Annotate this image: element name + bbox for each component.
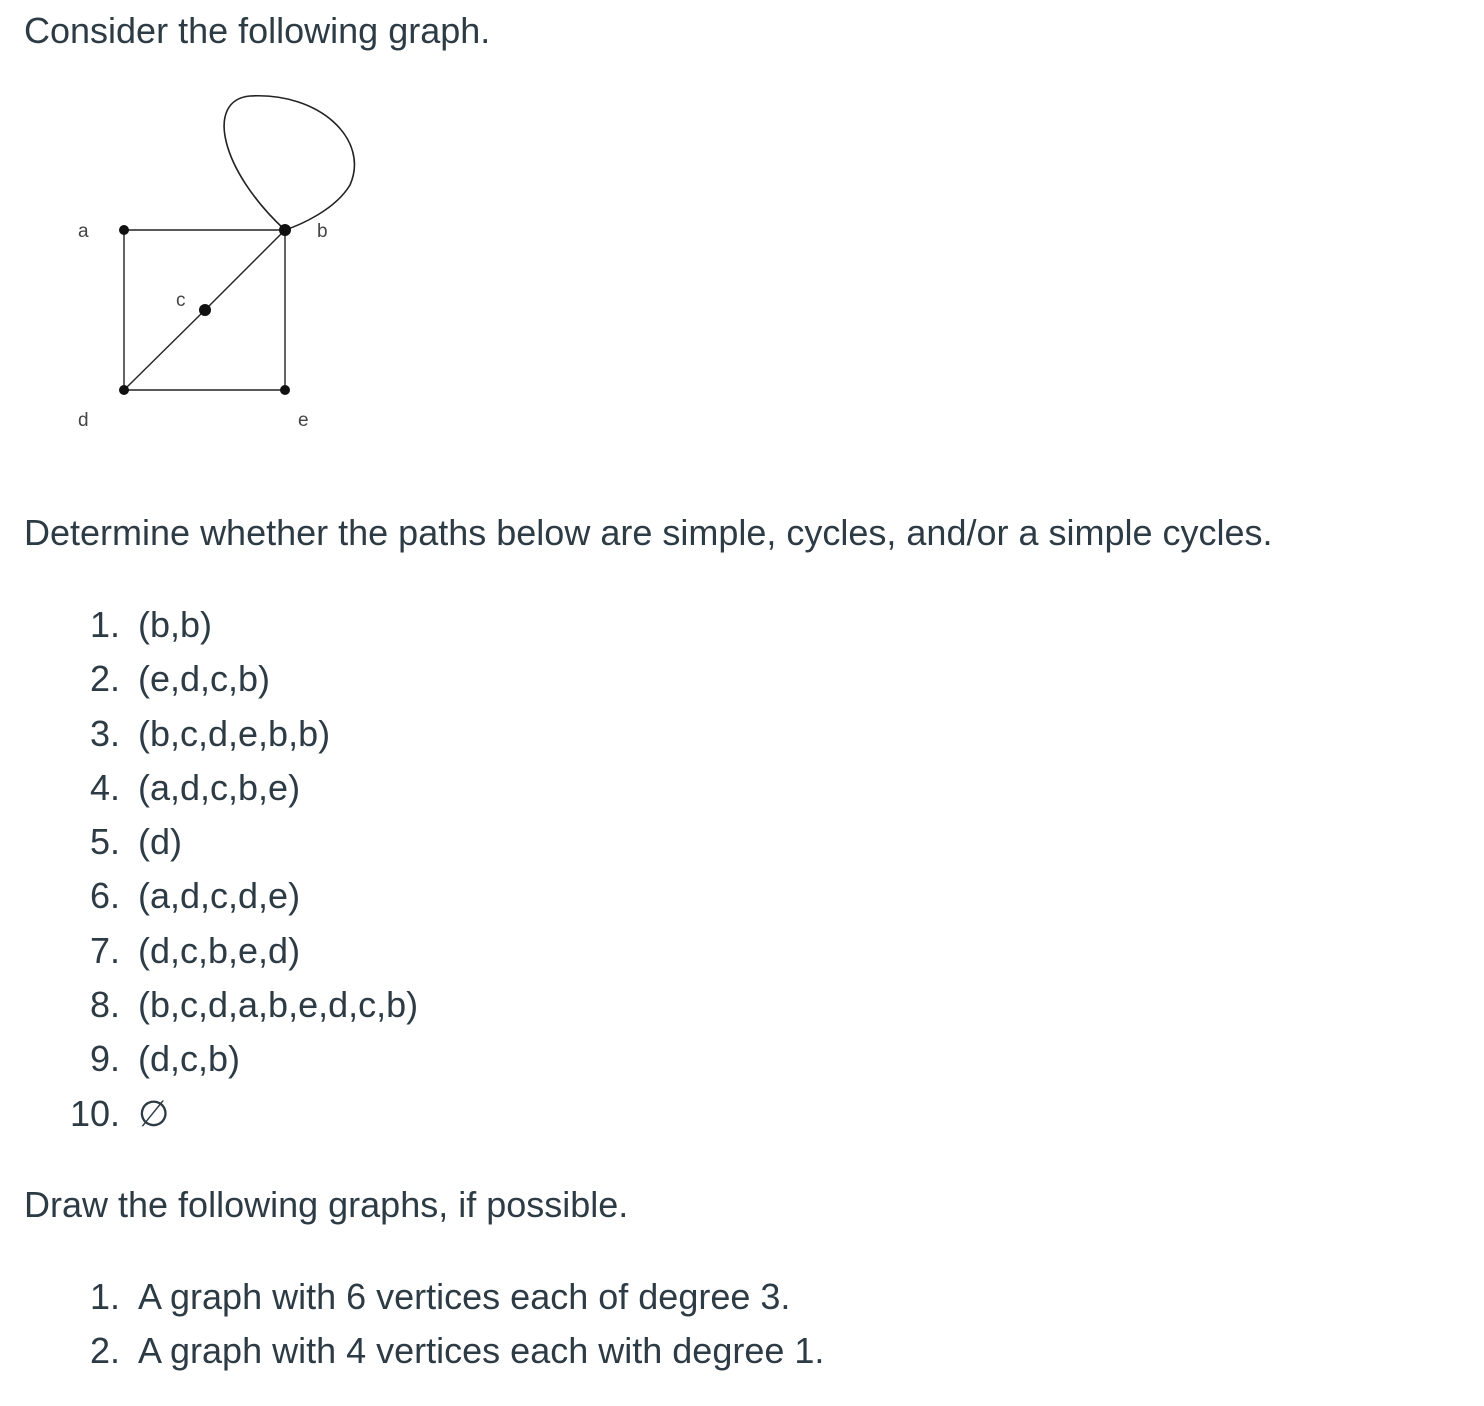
- vertex-label-c: c: [176, 290, 186, 311]
- list-number: 4.: [89, 766, 120, 808]
- list-number: 5.: [89, 821, 120, 863]
- list-item: [0, 978, 418, 1032]
- vertex-e: [280, 385, 290, 395]
- draw-list: [0, 1270, 824, 1379]
- vertex-label-e: e: [298, 410, 309, 431]
- path-text: (b,c,d,e,b,b): [138, 712, 331, 754]
- vertex-b: [279, 224, 291, 236]
- path-text: (a,d,c,b,e): [138, 766, 301, 808]
- vertex-a: [119, 225, 129, 235]
- intro-text: Consider the following graph.: [24, 10, 491, 51]
- path-text: (d): [138, 821, 182, 863]
- list-number: 10.: [69, 1092, 120, 1134]
- list-item: [0, 1270, 824, 1324]
- graph-figure: [60, 80, 380, 440]
- draw-item-text: A graph with 4 vertices each with degree 1.: [138, 1330, 825, 1372]
- list-number: 7.: [89, 929, 120, 971]
- list-item: [0, 1324, 824, 1378]
- vertex-d: [119, 385, 129, 395]
- path-text: (d,c,b): [138, 1038, 241, 1080]
- list-number: 9.: [89, 1038, 120, 1080]
- list-item: [0, 815, 418, 869]
- path-text: (e,d,c,b): [138, 658, 271, 700]
- path-text: (d,c,b,e,d): [138, 929, 301, 971]
- vertex-label-a: a: [78, 221, 89, 242]
- list-item: [0, 1087, 418, 1141]
- list-number: 2.: [89, 658, 120, 700]
- path-text: (b,c,d,a,b,e,d,c,b): [138, 984, 419, 1026]
- list-number: 3.: [89, 712, 120, 754]
- list-number: 1.: [89, 604, 120, 645]
- vertex-label-b: b: [317, 221, 328, 242]
- list-number: 1.: [89, 1276, 120, 1317]
- list-number: 8.: [89, 984, 120, 1026]
- draw-item-text: A graph with 6 vertices each of degree 3.: [138, 1276, 791, 1317]
- edge-c-d: [124, 310, 205, 390]
- list-item: [0, 1032, 418, 1086]
- graph-diagram: [60, 80, 380, 440]
- path-text: (a,d,c,d,e): [138, 875, 301, 917]
- list-item: [0, 761, 418, 815]
- list-item: [0, 652, 418, 706]
- vertex-label-d: d: [78, 410, 89, 431]
- edge-b-c: [205, 230, 285, 310]
- list-number: 6.: [89, 875, 120, 917]
- paths-list: [0, 598, 418, 1141]
- list-item: [0, 598, 418, 652]
- list-item: [0, 924, 418, 978]
- list-number: 2.: [89, 1330, 120, 1372]
- list-item: [0, 707, 418, 761]
- empty-set-symbol: ∅: [138, 1092, 170, 1134]
- path-text: (b,b): [138, 604, 213, 645]
- draw-prompt: Draw the following graphs, if possible.: [24, 1184, 629, 1225]
- edge-b-b-loop: [224, 96, 354, 230]
- list-item: [0, 869, 418, 923]
- vertex-c: [199, 304, 211, 316]
- paths-prompt: Determine whether the paths below are simple, cycles, and/or a simple cycles.: [24, 512, 1273, 553]
